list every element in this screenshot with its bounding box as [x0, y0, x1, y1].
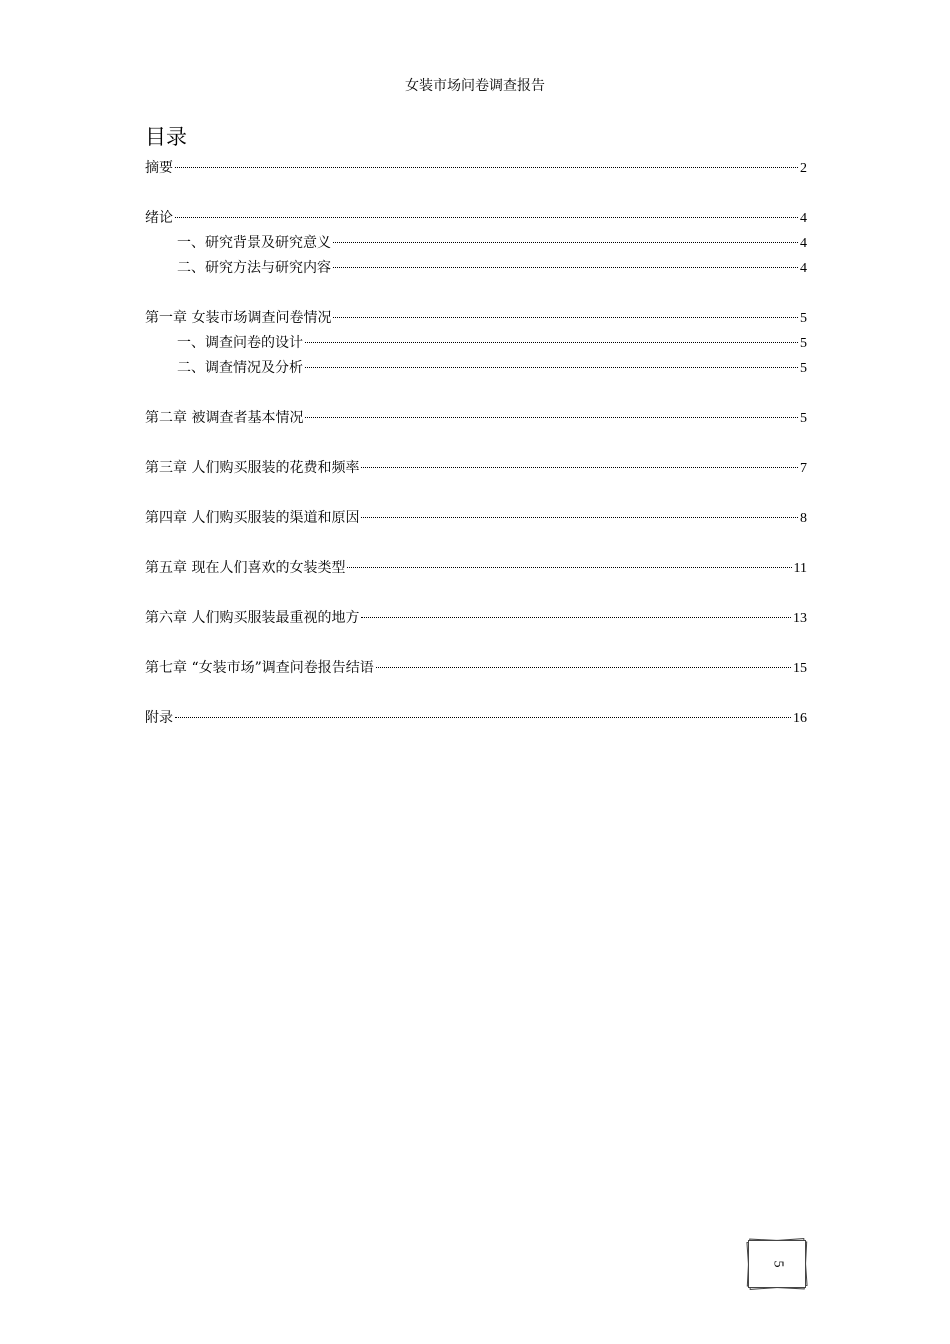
toc-entry-page: 5: [800, 311, 807, 326]
toc-entry-page: 7: [800, 461, 807, 476]
page-number: [748, 1240, 806, 1288]
toc-entry-label: 第一章 女装市场调查问卷情况: [145, 310, 332, 326]
toc-entry-chapter-4[interactable]: [145, 506, 807, 531]
dot-leader: [305, 367, 798, 368]
page-number-text: 5: [770, 1260, 785, 1268]
dot-leader: [175, 167, 798, 168]
toc-entry-page: 4: [800, 211, 807, 226]
toc-entry-label: 二、调查情况及分析: [177, 360, 303, 376]
toc-entry-page: 5: [800, 411, 807, 426]
toc-entry-page: 5: [800, 336, 807, 351]
table-of-contents: [145, 122, 807, 731]
toc-entry-label: 第七章 “女装市场”调查问卷报告结语: [145, 660, 374, 676]
dot-leader: [333, 242, 798, 243]
dot-leader: [175, 217, 798, 218]
toc-entry-research-background[interactable]: [145, 231, 807, 256]
toc-entry-label: 第三章 人们购买服装的花费和频率: [145, 460, 360, 476]
toc-entry-label: 绪论: [145, 210, 173, 226]
toc-entry-abstract[interactable]: [145, 156, 807, 181]
dot-leader: [361, 617, 791, 618]
dot-leader: [333, 267, 798, 268]
toc-entry-page: 4: [800, 236, 807, 251]
dot-leader: [333, 317, 798, 318]
toc-entry-questionnaire-design[interactable]: [145, 331, 807, 356]
toc-entry-label: 第六章 人们购买服装最重视的地方: [145, 610, 360, 626]
toc-entry-page: 15: [793, 661, 807, 676]
toc-entry-chapter-3[interactable]: [145, 456, 807, 481]
dot-leader: [305, 417, 798, 418]
dot-leader: [305, 342, 798, 343]
toc-entry-page: 4: [800, 261, 807, 276]
toc-entry-survey-analysis[interactable]: [145, 356, 807, 381]
toc-entry-label: 一、调查问卷的设计: [177, 335, 303, 351]
toc-entry-label: 二、研究方法与研究内容: [177, 260, 331, 276]
toc-entry-page: 8: [800, 511, 807, 526]
dot-leader: [376, 667, 791, 668]
toc-entry-introduction[interactable]: [145, 206, 807, 231]
toc-entry-label: 附录: [145, 710, 173, 726]
dot-leader: [361, 517, 798, 518]
toc-entry-page: 2: [800, 161, 807, 176]
toc-entry-chapter-5[interactable]: [145, 556, 807, 581]
toc-entry-chapter-6[interactable]: [145, 606, 807, 631]
toc-entry-label: 第二章 被调查者基本情况: [145, 410, 304, 426]
running-header: 女装市场问卷调查报告: [405, 78, 545, 94]
page-number-stamp: [742, 1236, 810, 1290]
toc-entry-chapter-1[interactable]: [145, 306, 807, 331]
toc-entry-page: 16: [793, 711, 807, 726]
toc-entry-chapter-7[interactable]: [145, 656, 807, 681]
toc-entry-page: 13: [793, 611, 807, 626]
toc-title: 目录: [145, 125, 187, 149]
toc-entry-chapter-2[interactable]: [145, 406, 807, 431]
toc-entry-label: 第四章 人们购买服装的渠道和原因: [145, 510, 360, 526]
toc-entry-label: 摘要: [145, 160, 173, 176]
toc-entry-label: 一、研究背景及研究意义: [177, 235, 331, 251]
toc-entry-page: 11: [793, 561, 807, 576]
toc-entry-label: 第五章 现在人们喜欢的女装类型: [145, 560, 346, 576]
toc-entry-page: 5: [800, 361, 807, 376]
toc-entry-research-methods[interactable]: [145, 256, 807, 281]
dot-leader: [175, 717, 791, 718]
toc-list: [145, 156, 807, 731]
dot-leader: [361, 467, 798, 468]
dot-leader: [347, 567, 791, 568]
toc-entry-appendix[interactable]: [145, 706, 807, 731]
